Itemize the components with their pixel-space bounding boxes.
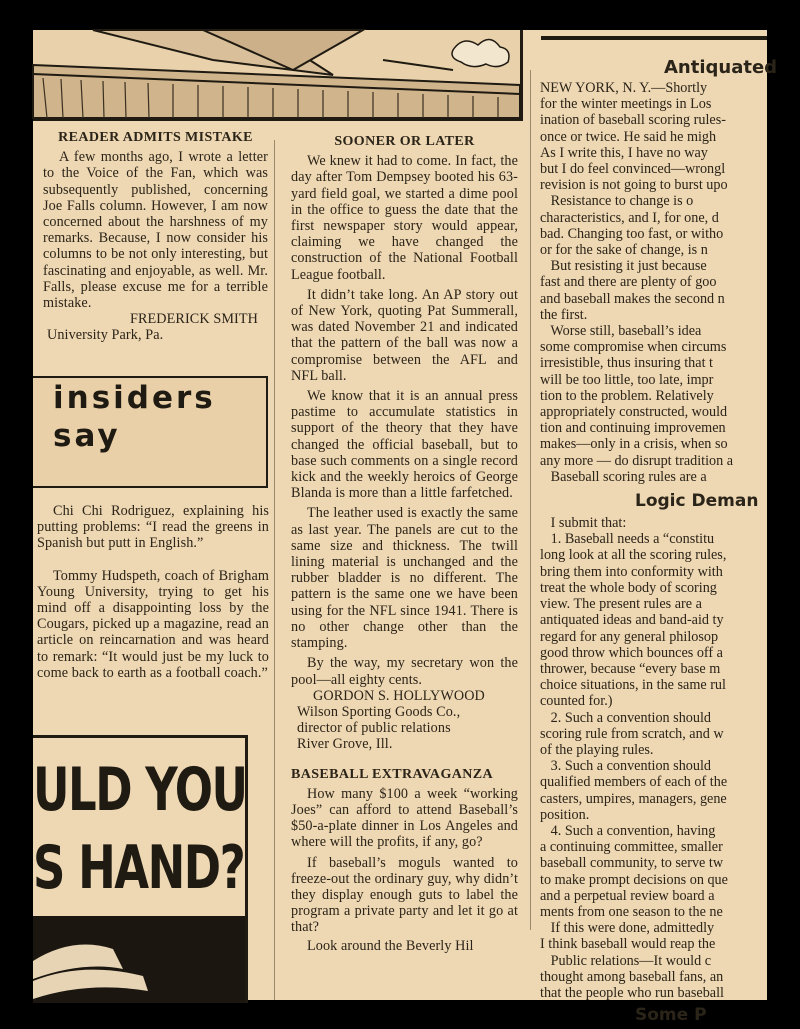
letter-heading: READER ADMITS MISTAKE [58,130,253,145]
newspaper-clipping [33,30,778,1026]
letter-signature-place: University Park, Pa. [47,327,164,344]
text-line: of the playing rules. [540,741,654,758]
text-line: But resisting it just because [540,258,707,275]
column-divider [274,140,275,1000]
advertisement [33,735,248,1003]
text-line: I submit that: [540,515,627,532]
insiders-title-line1: insiders [53,380,216,416]
text-line: to make prompt decisions on que [540,871,728,888]
letter-body: A few months ago, I wrote a letter to the Voice of the Fan, which was subsequently published, concerning Joe Falls column. However, I am now concerned about the harshness of my remarks. Because, I now consider his columns to be not only interesting, but fascinating and enjoyable, as well. Mr. Falls, please excuse me for a terrible mistake. [43,149,268,312]
text-line: 2. Such a convention should [540,709,712,726]
extravaganza-paragraph: How many $100 a week “working Joes” can afford to attend Baseball’s $50-a-plate dinner in Los Angeles and where will the profits, if any, go? [291,785,518,851]
sooner-paragraph: We know that it is an annual press pastime to accumulate statistics in support of the theory that they have changed the official baseball, but to base such comments on a single record kick and the weekly heroics of George Blanda is more than a little farfetched. [291,388,518,502]
text-line: a continuing committee, smaller [540,839,723,856]
ad-image [33,916,245,1003]
text-line: Baseball scoring rules are a [540,468,707,485]
text-line: choice situations, in the same rul [540,677,726,694]
text-line: Public relations—It would c [540,952,712,969]
text-line: thought among baseball fans, an [540,968,724,985]
text-line: that the people who run baseball [540,984,724,1001]
text-line: If this were done, admittedly [540,920,715,937]
text-line: regard for any general philosop [540,628,719,645]
text-line: makes—only in a crisis, when so [540,436,728,453]
extravaganza-heading: BASEBALL EXTRAVAGANZA [291,766,494,782]
quote-item: Chi Chi Rodriguez, explaining his putting problems: “I read the greens in Spanish but putt in English.” [37,503,269,552]
text-line: Resistance to change is o [540,193,694,210]
text-line: the first. [540,306,588,323]
extravaganza-paragraph: Look around the Beverly Hil [307,937,474,954]
text-line: 4. Such a convention, having [540,822,716,839]
text-line: ination of baseball scoring rules- [540,112,726,129]
letter-signature-name: FREDERICK SMITH [129,311,258,328]
text-line: and a perpetual review board a [540,887,715,904]
text-line: As I write this, I have no way [540,144,708,161]
text-line: good throw which bounces off a [540,644,723,661]
sooner-signature-line: Wilson Sporting Goods Co., [297,703,461,720]
text-line: for the winter meetings in Los [540,96,712,113]
sooner-heading: SOONER OR LATER [334,134,475,149]
antiquated-title: Antiquated [664,57,778,78]
letter-column [43,130,268,344]
text-line: but I do feel convinced—wrongl [540,161,726,178]
antiquated-body [540,80,790,485]
text-line: some compromise when circums [540,339,727,356]
text-line: fast and there are plenty of goo [540,274,717,291]
text-line: treat the whole body of scoring [540,579,717,596]
sooner-paragraph: By the way, my secretary won the pool—all eighty cents. [291,655,518,688]
text-line: will be too little, too late, impr [540,371,714,388]
text-line: any more — do disrupt tradition a [540,452,734,469]
text-line: tion to the problem. Relatively [540,387,714,404]
logic-subhead: Logic Deman [635,491,759,512]
text-line: position. [540,806,590,823]
text-line: or for the sake of change, is n [540,242,708,259]
text-line: bad. Changing too fast, or witho [540,225,724,242]
text-line: NEW YORK, N. Y.—Shortly [540,80,708,96]
text-line: once or twice. He said he migh [540,128,717,145]
text-line: qualified members of each of the [540,774,728,791]
insiders-quotes [37,503,269,681]
sooner-paragraph: We knew it had to come. In fact, the day after Tom Dempsey booted his 63-yard field goal, we started a dime pool in the office to guess the date that the first newspaper story would appear, claiming we have changed the construction of the National Football League football. [291,153,518,283]
sooner-paragraph: The leather used is exactly the same as last year. The panels are cut to the same size and thickness. The twill lining material is unchanged and the rubber bladder is no different. The pattern is the same one we have been using for the NFL since 1941. There is no other change other than the stamping. [291,505,518,652]
column-divider [530,70,531,930]
text-line: revision is not going to burst upo [540,177,728,194]
text-line: and baseball makes the second n [540,290,725,307]
text-line: antiquated ideas and band-aid ty [540,612,724,629]
text-line: Worse still, baseball’s idea [540,323,702,340]
text-line: long look at all the scoring rules, [540,547,727,564]
cartoon-illustration [33,30,523,121]
column-rule [541,36,767,40]
text-line: casters, umpires, managers, gene [540,790,727,807]
quote-item: Tommy Hudspeth, coach of Brigham Young University, trying to get his mind off a disappointing loss by the Cougars, picked up a magazine, read an article on reincarnation and was heard to remark: “It would just be my luck to come back to earth as a football coach.” [37,567,269,681]
text-line: baseball community, to serve tw [540,855,724,872]
ad-headline-line1: ULD YOU [33,755,247,825]
text-line: 1. Baseball needs a “constitu [540,531,715,548]
sooner-or-later-column [291,134,518,954]
sooner-signature-line: River Grove, Ill. [297,736,393,753]
sooner-signature-name: GORDON S. HOLLYWOOD [313,687,485,704]
insiders-say-box [33,376,268,488]
final-subhead: Some P [635,1005,707,1026]
text-line: characteristics, and I, for one, d [540,209,719,226]
text-line: I think baseball would reap the [540,936,716,953]
insiders-title-line2: say [53,418,121,454]
extravaganza-paragraph: If baseball’s moguls wanted to freeze-out the ordinary guy, why didn’t they display enough guts to label the program a private party and let it go at that? [291,854,518,936]
text-line: 3. Such a convention should [540,758,712,775]
text-line: ments from one season to the ne [540,903,723,920]
text-line: counted for.) [540,693,613,710]
text-line: tion and continuing improvemen [540,420,726,437]
sooner-signature-line: director of public relations [297,720,451,737]
sooner-paragraph: It didn’t take long. An AP story out of New York, quoting Pat Summerall, was dated November 21 and indicated that the pattern of the ball was now a compromise between the AFL and NFL ball. [291,286,518,384]
antiquated-column [540,57,790,1025]
text-line: bring them into conformity with [540,563,723,580]
logic-body [540,515,790,1001]
text-line: thrower, because “every base m [540,660,721,677]
text-line: irresistible, thus insuring that t [540,355,713,372]
ad-headline-line2: S HAND? [33,833,245,903]
text-line: view. The present rules are a [540,596,702,613]
text-line: appropriately constructed, would [540,404,728,421]
text-line: scoring rule from scratch, and w [540,725,724,742]
